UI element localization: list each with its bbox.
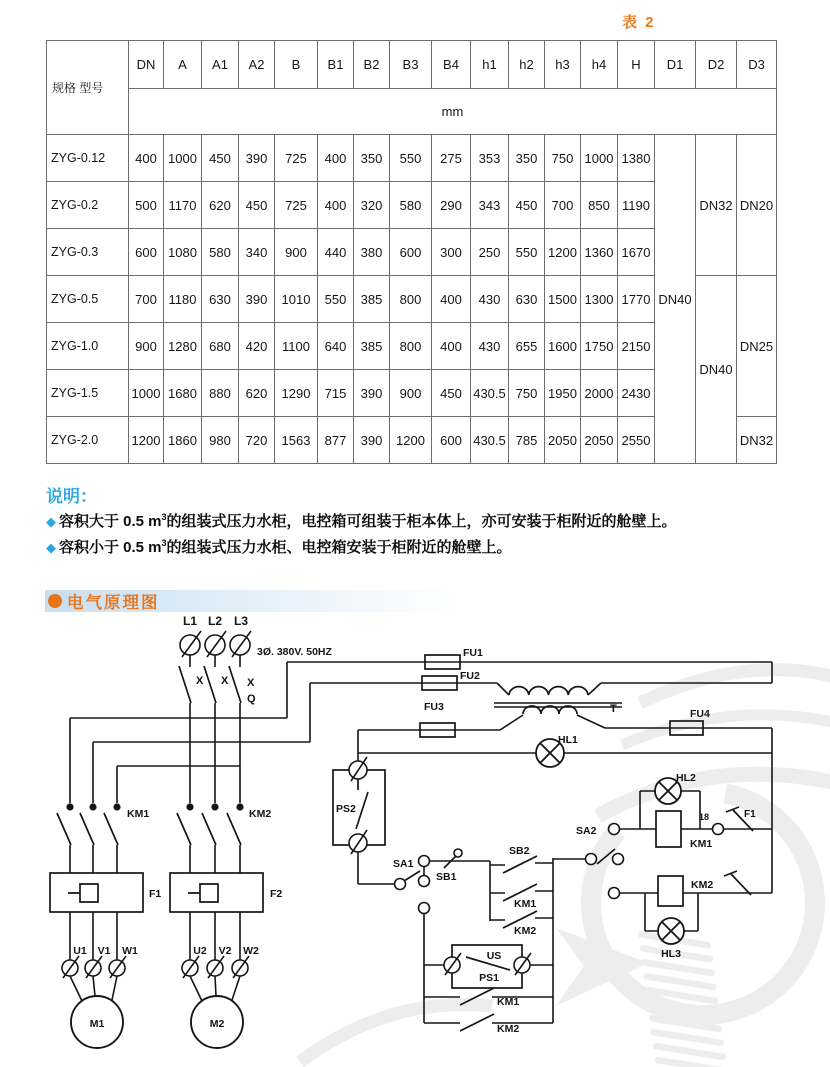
contactor-dots: [66, 803, 243, 810]
value-cell: 350: [509, 135, 545, 182]
value-cell: 430.5: [471, 417, 509, 464]
value-cell: 2550: [618, 417, 655, 464]
value-cell: 630: [202, 276, 239, 323]
col-header-B4: B4: [432, 41, 471, 89]
label-transformer: T: [610, 703, 617, 715]
value-cell: 390: [239, 276, 275, 323]
model-cell: ZYG-0.2: [47, 182, 129, 229]
value-cell: 900: [129, 323, 164, 370]
unit-cell: mm: [129, 89, 777, 135]
value-cell: 343: [471, 182, 509, 229]
value-cell: 450: [509, 182, 545, 229]
value-cell: 1600: [545, 323, 581, 370]
label-km1-lower: KM1: [497, 996, 520, 1008]
value-cell: 340: [239, 229, 275, 276]
table-row: [47, 135, 777, 182]
value-cell: 750: [509, 370, 545, 417]
label-hl1: HL1: [558, 734, 578, 746]
label-ps1: PS1: [479, 972, 499, 984]
value-cell: 1280: [164, 323, 202, 370]
notes-section: [46, 482, 794, 560]
transformer-primary: [509, 687, 588, 695]
value-cell: 1290: [275, 370, 318, 417]
value-cell: 1950: [545, 370, 581, 417]
value-cell: 2150: [618, 323, 655, 370]
electrical-schematic: [0, 612, 830, 1067]
label-km2-lower: KM2: [497, 1023, 520, 1035]
label-hl2: HL2: [676, 772, 696, 784]
note-item: [46, 536, 794, 559]
value-cell: 580: [202, 229, 239, 276]
cell-d3: DN25: [737, 276, 777, 417]
value-cell: 390: [354, 417, 390, 464]
value-cell: 725: [275, 182, 318, 229]
label-fu3: FU3: [424, 701, 444, 713]
model-cell: ZYG-2.0: [47, 417, 129, 464]
col-header-h3: h3: [545, 41, 581, 89]
cell-d2: DN32: [696, 135, 737, 276]
contact-circles: [395, 824, 724, 914]
label-l1: L1: [182, 614, 198, 628]
label-m2: M2: [209, 1018, 225, 1030]
value-cell: 390: [239, 135, 275, 182]
section-banner: [45, 590, 457, 612]
cell-d1: DN40: [655, 135, 696, 464]
model-cell: ZYG-0.3: [47, 229, 129, 276]
col-header-h2: h2: [509, 41, 545, 89]
col-header-A2: A2: [239, 41, 275, 89]
value-cell: 400: [318, 182, 354, 229]
diamond-bullet-icon: ◆: [46, 514, 56, 529]
col-header-D1: D1: [655, 41, 696, 89]
value-cell: 440: [318, 229, 354, 276]
value-cell: 1500: [545, 276, 581, 323]
label-m1: M1: [89, 1018, 105, 1030]
value-cell: 290: [432, 182, 471, 229]
label-l3: L3: [233, 614, 249, 628]
value-cell: 1000: [129, 370, 164, 417]
label-breaker-x3: X: [247, 677, 255, 689]
model-cell: ZYG-1.0: [47, 323, 129, 370]
value-cell: 1180: [164, 276, 202, 323]
section-bullet-icon: [48, 594, 62, 608]
value-cell: 1170: [164, 182, 202, 229]
label-km2-aux: KM2: [514, 925, 537, 937]
value-cell: 580: [390, 182, 432, 229]
label-sa1: SA1: [393, 858, 414, 870]
value-cell: 250: [471, 229, 509, 276]
label-f1-relay: F1: [149, 888, 162, 900]
value-cell: 320: [354, 182, 390, 229]
col-header-D3: D3: [737, 41, 777, 89]
label-breaker-x1: X: [196, 675, 204, 687]
value-cell: 1563: [275, 417, 318, 464]
value-cell: 630: [509, 276, 545, 323]
value-cell: 400: [129, 135, 164, 182]
value-cell: 680: [202, 323, 239, 370]
value-cell: 750: [545, 135, 581, 182]
label-fu1: FU1: [463, 647, 483, 659]
label-u2: U2: [193, 945, 207, 957]
value-cell: 620: [239, 370, 275, 417]
label-sb2: SB2: [509, 845, 530, 857]
col-header-A1: A1: [202, 41, 239, 89]
value-cell: 880: [202, 370, 239, 417]
value-cell: 640: [318, 323, 354, 370]
label-km2-coil: KM2: [691, 879, 714, 891]
value-cell: 390: [354, 370, 390, 417]
value-cell: 385: [354, 323, 390, 370]
value-cell: 350: [354, 135, 390, 182]
value-cell: 1100: [275, 323, 318, 370]
notes-list: [46, 510, 794, 560]
label-phase-spec: 3Ø. 380V. 50HZ: [257, 646, 332, 658]
value-cell: 1680: [164, 370, 202, 417]
value-cell: 1080: [164, 229, 202, 276]
value-cell: 450: [432, 370, 471, 417]
label-w2: W2: [243, 945, 259, 957]
label-fu4: FU4: [690, 708, 710, 720]
value-cell: 2000: [581, 370, 618, 417]
table-caption: 表 2: [622, 14, 656, 31]
thermal-relay-f2: [170, 873, 263, 912]
value-cell: 450: [239, 182, 275, 229]
value-cell: 1010: [275, 276, 318, 323]
note-text: 容积小于 0.5 $m^3$的组装式压力水柜、电控箱安装于柜附近的舱壁上。: [59, 538, 512, 557]
value-cell: 800: [390, 323, 432, 370]
value-cell: 550: [318, 276, 354, 323]
value-cell: 1670: [618, 229, 655, 276]
model-cell: ZYG-0.5: [47, 276, 129, 323]
value-cell: 1200: [545, 229, 581, 276]
value-cell: 1200: [129, 417, 164, 464]
label-hl3: HL3: [661, 948, 681, 960]
spec-table-wrap: [46, 40, 776, 464]
value-cell: 400: [432, 276, 471, 323]
model-cell: ZYG-1.5: [47, 370, 129, 417]
diamond-bullet-icon: ◆: [46, 540, 56, 556]
km2-coil: [658, 876, 683, 906]
col-header-B3: B3: [390, 41, 432, 89]
value-cell: 300: [432, 229, 471, 276]
cell-d3: DN20: [737, 135, 777, 276]
notes-heading: 说明：: [46, 487, 97, 506]
label-ps2: PS2: [336, 803, 356, 815]
col-header-B: B: [275, 41, 318, 89]
label-km1-coil: KM1: [690, 838, 713, 850]
value-cell: 877: [318, 417, 354, 464]
value-cell: 1770: [618, 276, 655, 323]
value-cell: 700: [545, 182, 581, 229]
value-cell: 655: [509, 323, 545, 370]
label-km2-main: KM2: [249, 808, 272, 820]
value-cell: 600: [432, 417, 471, 464]
value-cell: 2430: [618, 370, 655, 417]
label-f2-relay: F2: [270, 888, 283, 900]
value-cell: 600: [129, 229, 164, 276]
value-cell: 500: [129, 182, 164, 229]
value-cell: 1380: [618, 135, 655, 182]
label-v1: V1: [97, 945, 111, 957]
km1-coil: [656, 811, 681, 847]
note-item: [46, 510, 794, 533]
value-cell: 800: [390, 276, 432, 323]
lamp-hl3: [658, 918, 684, 944]
cell-d2: DN40: [696, 276, 737, 464]
corner-header: 规格 型号: [47, 41, 129, 135]
col-header-B1: B1: [318, 41, 354, 89]
schematic-labels: [73, 614, 756, 1035]
model-cell: ZYG-0.12: [47, 135, 129, 182]
label-w1: W1: [122, 945, 138, 957]
value-cell: 900: [390, 370, 432, 417]
label-l2: L2: [207, 614, 223, 628]
col-header-h4: h4: [581, 41, 618, 89]
label-f1-nc: F1: [744, 809, 756, 820]
label-breaker-q: Q: [247, 693, 256, 705]
cell-d3: DN32: [737, 417, 777, 464]
label-km1-main: KM1: [127, 808, 150, 820]
value-cell: 785: [509, 417, 545, 464]
value-cell: 720: [239, 417, 275, 464]
label-km1-aux: KM1: [514, 898, 537, 910]
value-cell: 1200: [390, 417, 432, 464]
value-cell: 2050: [545, 417, 581, 464]
value-cell: 550: [390, 135, 432, 182]
value-cell: 850: [581, 182, 618, 229]
thermal-relay-f1: [50, 873, 143, 912]
note-text: 容积大于 0.5 $m^3$的组装式压力水柜，电控箱可组装于柜本体上，亦可安装于柜附近的舱壁上。: [59, 512, 677, 530]
value-cell: 430: [471, 323, 509, 370]
label-sb1: SB1: [436, 871, 457, 883]
spec-table: [46, 40, 777, 464]
label-terminal-18: 18: [699, 812, 710, 822]
col-header-B2: B2: [354, 41, 390, 89]
col-header-D2: D2: [696, 41, 737, 89]
value-cell: 1750: [581, 323, 618, 370]
value-cell: 900: [275, 229, 318, 276]
value-cell: 600: [390, 229, 432, 276]
value-cell: 550: [509, 229, 545, 276]
label-fu2: FU2: [460, 670, 480, 682]
value-cell: 430: [471, 276, 509, 323]
label-us: US: [486, 950, 502, 962]
col-header-h1: h1: [471, 41, 509, 89]
value-cell: 1000: [164, 135, 202, 182]
value-cell: 725: [275, 135, 318, 182]
col-header-A: A: [164, 41, 202, 89]
label-v2: V2: [218, 945, 232, 957]
label-u1: U1: [73, 945, 87, 957]
value-cell: 400: [432, 323, 471, 370]
value-cell: 275: [432, 135, 471, 182]
value-cell: 385: [354, 276, 390, 323]
value-cell: 700: [129, 276, 164, 323]
value-cell: 1190: [618, 182, 655, 229]
value-cell: 620: [202, 182, 239, 229]
value-cell: 1860: [164, 417, 202, 464]
value-cell: 1360: [581, 229, 618, 276]
col-header-DN: DN: [129, 41, 164, 89]
value-cell: 353: [471, 135, 509, 182]
label-breaker-x2: X: [221, 675, 229, 687]
section-title: 电气原理图: [67, 594, 160, 612]
value-cell: 450: [202, 135, 239, 182]
value-cell: 400: [318, 135, 354, 182]
label-sa2: SA2: [576, 825, 597, 837]
value-cell: 1000: [581, 135, 618, 182]
value-cell: 380: [354, 229, 390, 276]
value-cell: 980: [202, 417, 239, 464]
col-header-H: H: [618, 41, 655, 89]
value-cell: 420: [239, 323, 275, 370]
value-cell: 2050: [581, 417, 618, 464]
value-cell: 715: [318, 370, 354, 417]
value-cell: 1300: [581, 276, 618, 323]
value-cell: 430.5: [471, 370, 509, 417]
